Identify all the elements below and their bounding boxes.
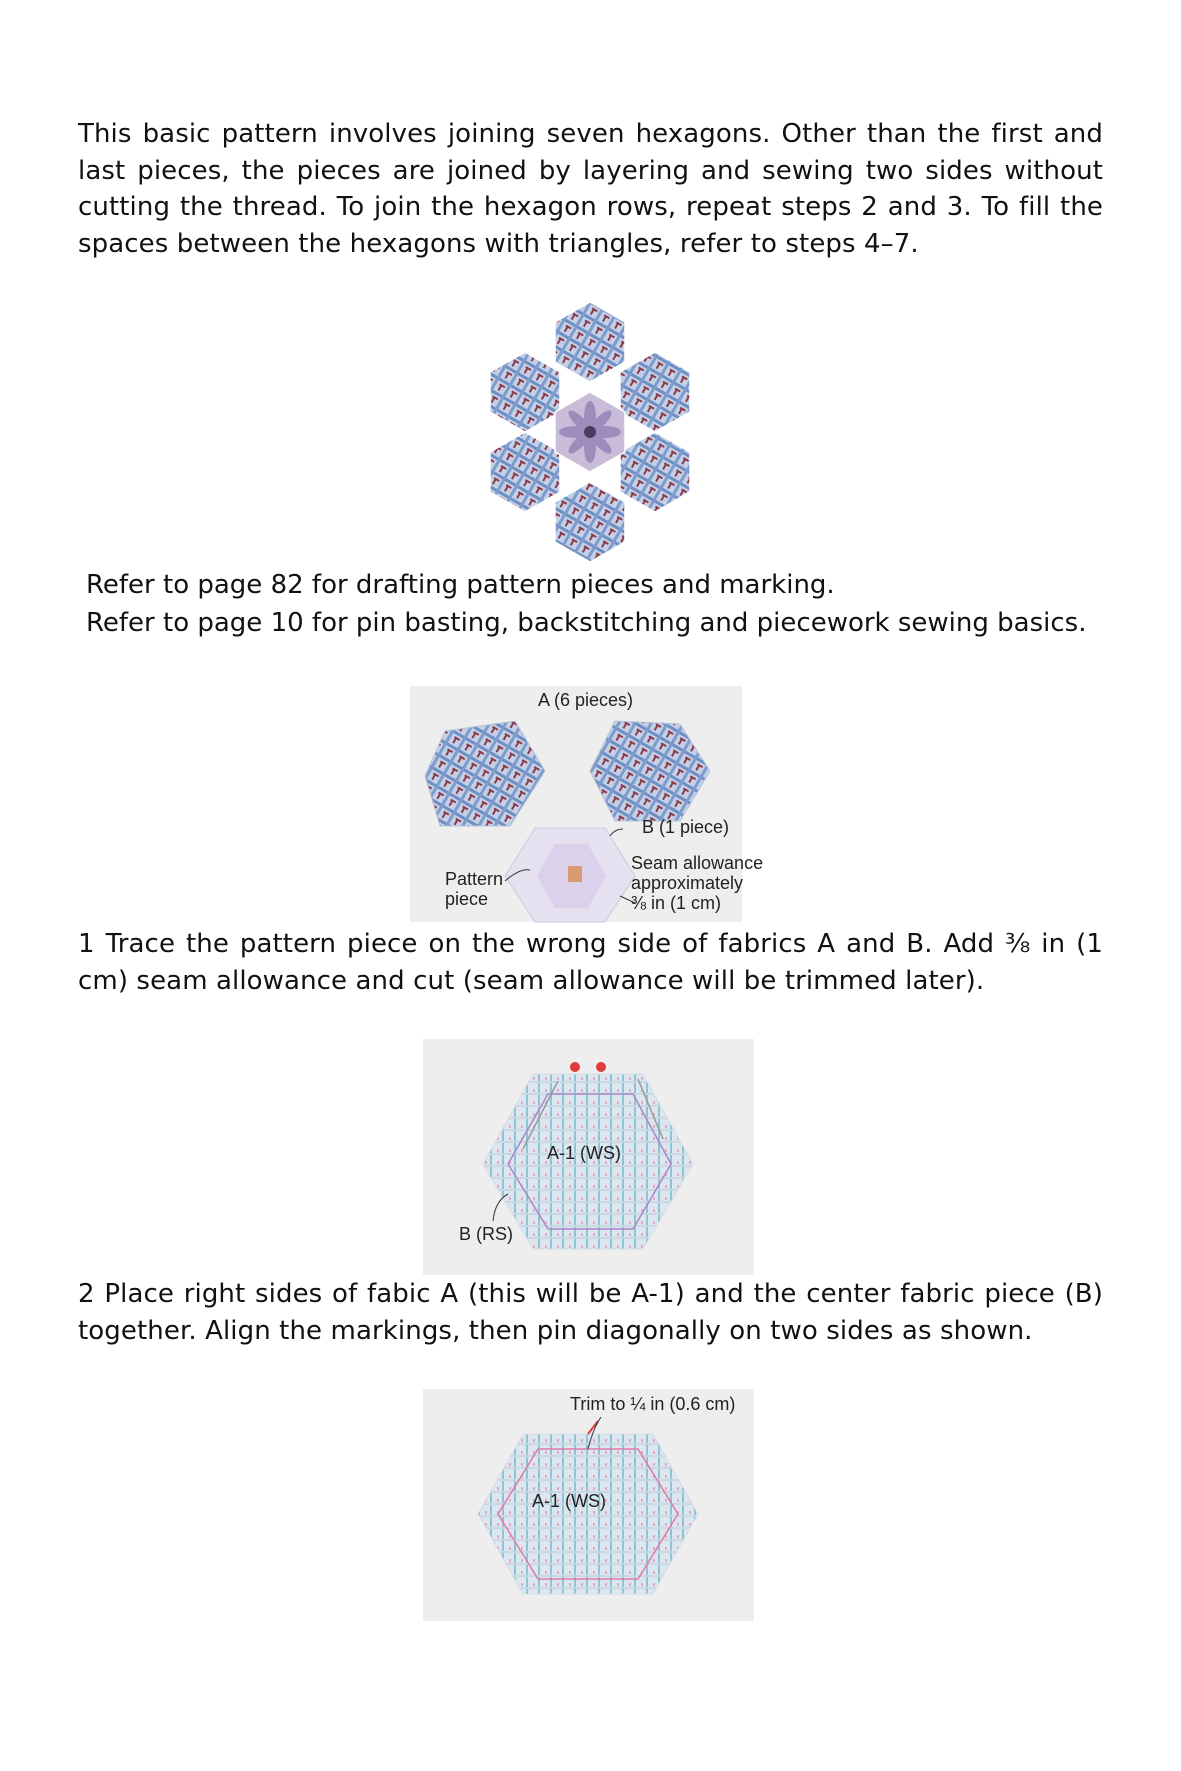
references: [86, 566, 1086, 642]
label-a1-ws-trim: A-1 (WS): [532, 1491, 606, 1511]
label-b-rs: B (RS): [459, 1224, 513, 1244]
figure-fabric-pieces: [410, 686, 764, 922]
label-b-piece: B (1 piece): [642, 817, 730, 837]
hexagon-flower-image: [445, 295, 735, 570]
figure-pinned-pieces: [423, 1039, 754, 1275]
label-seam-allowance-1: Seam allowance: [631, 853, 764, 873]
label-seam-allowance-3: ⅜ in (1 cm): [631, 893, 722, 913]
reference-line: Refer to page 10 for pin basting, backstitching and piecework sewing basics.: [86, 608, 1087, 638]
figure-trim-seam: [423, 1389, 754, 1621]
label-pattern-piece-2: piece: [445, 889, 489, 909]
reference-line: Refer to page 82 for drafting pattern pieces and marking.: [86, 570, 835, 600]
label-seam-allowance-2: approximately: [631, 873, 744, 893]
step-1: 1 Trace the pattern piece on the wrong side of fabrics A and B. Add ⅜ in (1 cm) seam allowance and cut (seam allowance will be trimmed later).: [78, 929, 1103, 996]
label-a-pieces: A (6 pieces): [538, 690, 634, 710]
label-trim: Trim to ¼ in (0.6 cm): [570, 1394, 736, 1414]
intro-paragraph: This basic pattern involves joining seven hexagons. Other than the first and last pieces, the pieces are joined by layering and sewing two sides without cutting the thread. To join the hexagon rows, repeat steps 2 and 3. To fill the spaces between the hexagons with triangles, refer to steps 4–7.: [78, 119, 1103, 259]
label-pattern-piece-1: Pattern: [445, 869, 504, 889]
step-2: 2 Place right sides of fabic A (this will be A-1) and the center fabric piece (B) together. Align the markings, then pin diagonally on two sides as shown.: [78, 1279, 1103, 1346]
label-a1-ws: A-1 (WS): [547, 1143, 621, 1163]
